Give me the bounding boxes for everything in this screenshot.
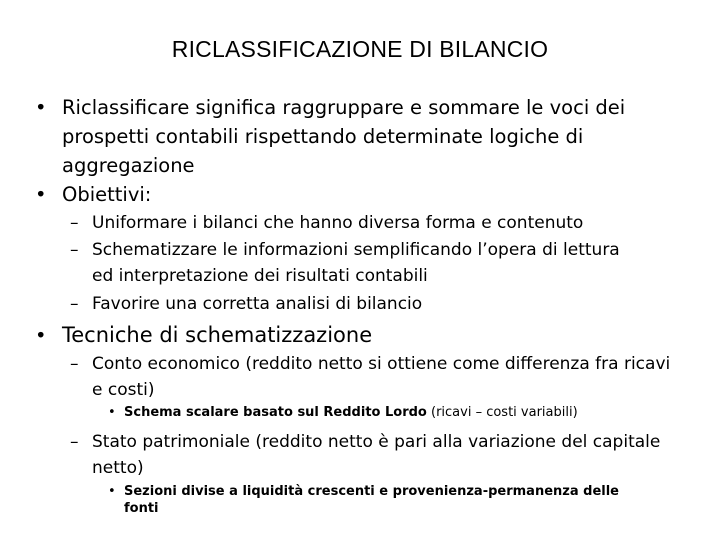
bullet-text: Riclassificare significa raggruppare e sommare le voci dei prospetti contabili rispettando determinate logiche di aggregazione — [62, 96, 626, 177]
slide-title: RICLASSIFICAZIONE DI BILANCIO — [171, 36, 549, 62]
sub-sub-bullet-schema-scalare — [108, 404, 704, 421]
sub-bullet-text: Conto economico (reddito netto si ottiene come differenza fra ricavi e costi) — [92, 354, 671, 400]
dash-icon: – — [70, 354, 79, 374]
bullet-icon: • — [108, 484, 116, 499]
sub-bullet-text: Uniformare i bilanci che hanno diversa forma e contenuto — [92, 213, 584, 233]
dash-icon: – — [70, 213, 79, 233]
dash-icon: – — [70, 294, 79, 314]
bullet-icon: • — [35, 96, 47, 119]
sub-bullet-text: Stato patrimoniale (reddito netto è pari alla variazione del capitale netto) — [92, 432, 661, 478]
sub-bullet-schematizzare — [70, 237, 637, 289]
bullet-riclassificare — [35, 93, 682, 180]
sub-bullet-text: Favorire una corretta analisi di bilancio — [92, 294, 423, 314]
sub-bullet-text: Schematizzare le informazioni semplificando l’opera di lettura ed interpretazione dei risultati contabili — [92, 240, 620, 286]
bullet-text: Tecniche di schematizzazione — [62, 323, 373, 347]
sub-bullet-favorire — [70, 291, 682, 317]
dash-icon: – — [70, 432, 79, 452]
bullet-obiettivi — [35, 180, 682, 209]
bullet-icon: • — [35, 324, 47, 347]
bullet-icon: • — [35, 183, 47, 206]
sub-bullet-stato-patrimoniale — [70, 429, 682, 481]
sub-bullet-uniformare — [70, 210, 682, 236]
sezioni-divise-bold-text: Sezioni divise a liquidità crescenti e provenienza-permanenza delle fonti — [124, 484, 619, 516]
bullet-tecniche — [35, 321, 682, 350]
bullet-text: Obiettivi: — [62, 183, 152, 206]
bullet-icon: • — [108, 405, 116, 420]
schema-scalare-bold-text: Schema scalare basato sul Reddito Lordo — [124, 405, 427, 420]
schema-scalare-text: (ricavi – costi variabili) — [426, 405, 578, 420]
sub-bullet-conto-economico — [70, 351, 682, 403]
dash-icon: – — [70, 240, 79, 260]
sub-sub-bullet-sezioni-divise — [108, 483, 654, 517]
